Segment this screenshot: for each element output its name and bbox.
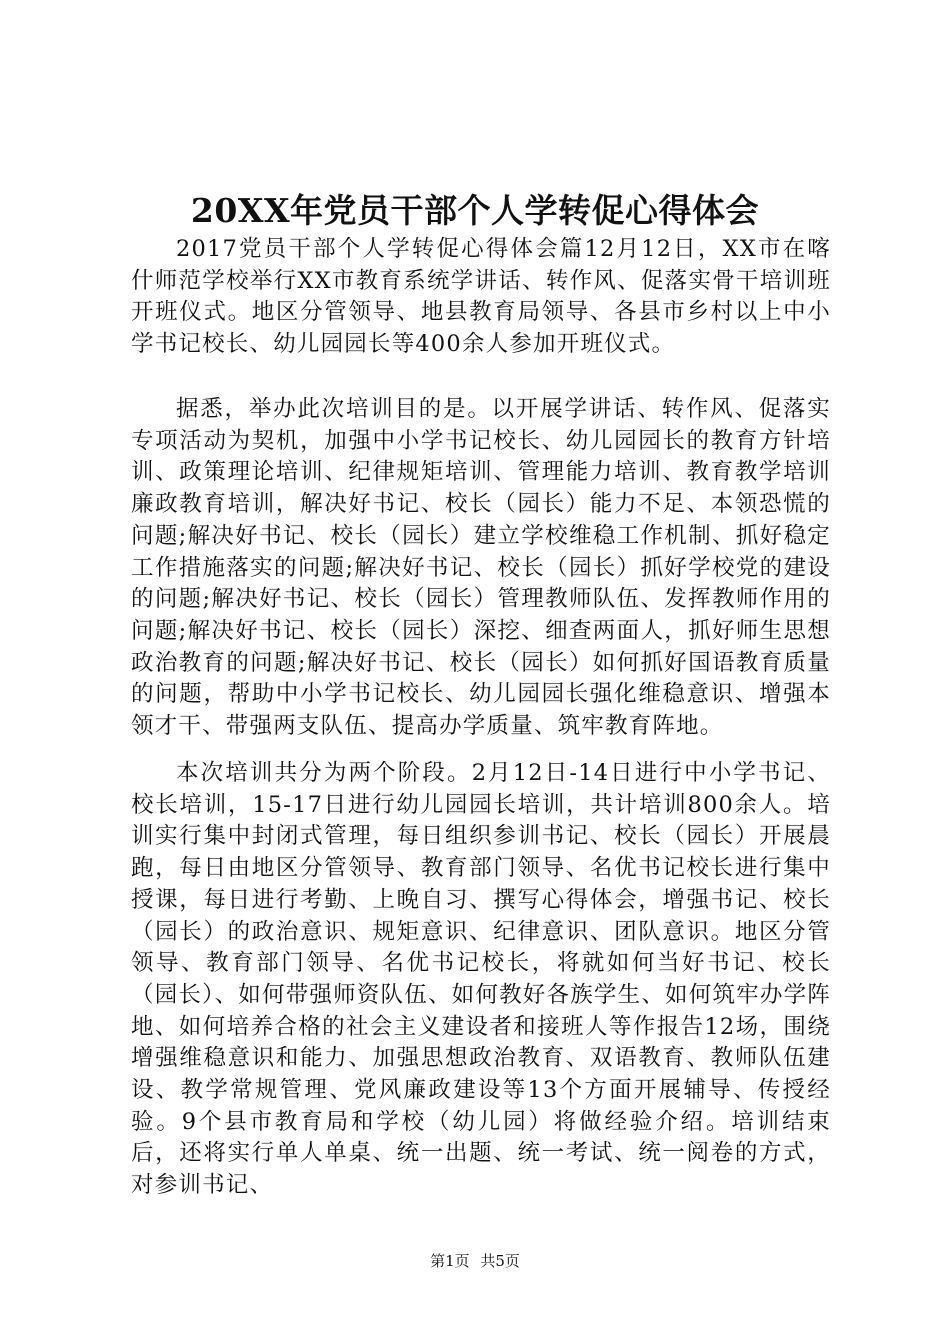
paragraph-3: 本次培训共分为两个阶段。2月12日-14日进行中小学书记、校长培训，15-17日进行幼儿园园长培训，共计培训800余人。培训实行集中封闭式管理，每日组织参训书记、校长（园长）开展晨跑，每日由地区分管领导、教育部门领导、名优书记校长进行集中授课，每日进行考勤、上晚自习、撰写心得体会，增强书记、校长（园长）的政治意识、规矩意识、纪律意识、团队意识。地区分管领导、教育部门领导、名优书记校长，将就如何当好书记、校长（园长）、如何带强师资队伍、如何教好各族学生、如何筑牢办学阵地、如何培养合格的社会主义建设者和接班人等作报告12场，围绕增强维稳意识和能力、加强思想政治教育、双语教育、教师队伍建设、教学常规管理、党风廉政建设等13个方面开展辅导、传授经验。9个县市教育局和学校（幼儿园）将做经验介绍。培训结束后，还将实行单人单桌、统一出题、统一考试、统一阅卷的方式，对参训书记、 [131, 760, 831, 1199]
page-footer [0, 1250, 950, 1272]
paragraph-1: 2017党员干部个人学转促心得体会篇12月12日，XX市在喀什师范学校举行XX市教育系统学讲话、转作风、促落实骨干培训班开班仪式。地区分管领导、地县教育局领导、各县市乡村以上中小学书记校长、幼儿园园长等400余人参加开班仪式。 [131, 236, 831, 358]
paragraph-2: 据悉，举办此次培训目的是。以开展学讲话、转作风、促落实专项活动为契机，加强中小学书记校长、幼儿园园长的教育方针培训、政策理论培训、纪律规矩培训、管理能力培训、教育教学培训廉政教育培训，解决好书记、校长（园长）能力不足、本领恐慌的问题;解决好书记、校长（园长）建立学校维稳工作机制、抓好稳定工作措施落实的问题;解决好书记、校长（园长）抓好学校党的建设的问题;解决好书记、校长（园长）管理教师队伍、发挥教师作用的问题;解决好书记、校长（园长）深挖、细查两面人，抓好师生思想政治教育的问题;解决好书记、校长（园长）如何抓好国语教育质量的问题，帮助中小学书记校长、幼儿园园长强化维稳意识、增强本领才干、带强两支队伍、提高办学质量、筑牢教育阵地。 [131, 396, 831, 740]
page-number: 第1页 [430, 1252, 470, 1270]
document-title: 20XX年党员干部个人学转促心得体会 [190, 191, 760, 230]
page-total: 共5页 [480, 1252, 520, 1270]
